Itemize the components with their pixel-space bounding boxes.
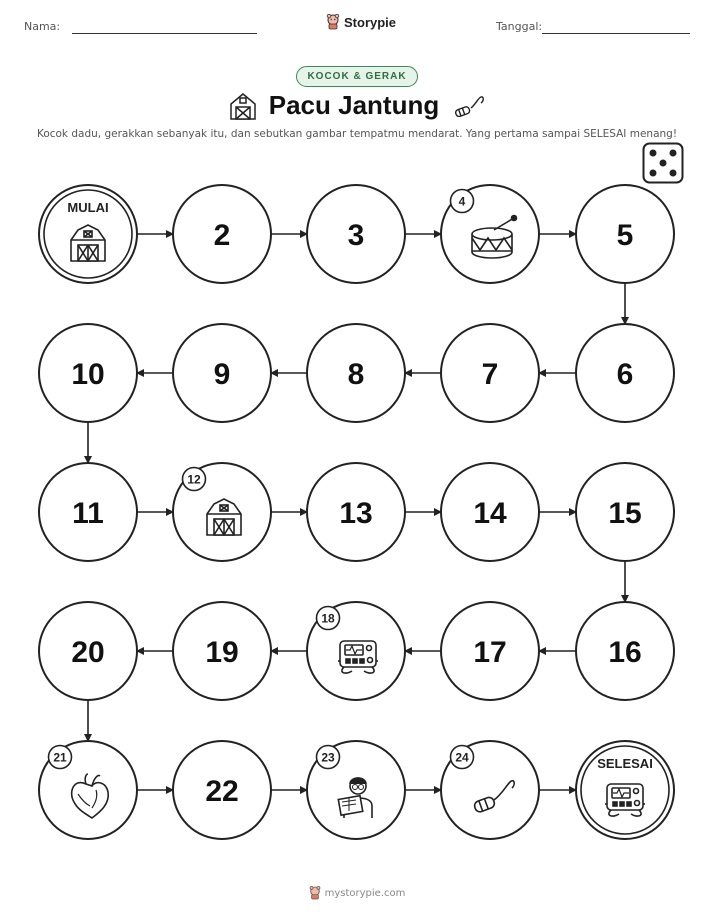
space-label: SELESAI [597,756,653,771]
space-number: 19 [205,636,239,669]
space-number: 4 [458,194,466,209]
board-space[interactable] [441,324,539,422]
board-space[interactable] [173,602,271,700]
space-label: MULAI [67,200,109,215]
space-number: 7 [481,358,499,391]
board-space[interactable] [173,463,271,561]
space-number: 5 [616,219,634,252]
board-space[interactable] [173,741,271,839]
space-number: 23 [321,750,335,765]
space-number: 13 [339,497,373,530]
space-number: 8 [347,358,365,391]
board-space[interactable] [307,185,405,283]
board-space[interactable] [576,602,674,700]
board-space[interactable] [307,602,405,700]
board-space[interactable] [576,463,674,561]
space-number: 15 [608,497,642,530]
space-number: 14 [473,497,507,530]
board-space[interactable] [39,463,137,561]
footer [309,886,406,900]
start-space[interactable] [39,185,137,283]
board-space[interactable] [173,324,271,422]
name-label: Nama: [24,20,61,33]
board-space[interactable] [307,324,405,422]
board-space[interactable] [576,324,674,422]
mascot-icon [309,886,321,900]
board-space[interactable] [39,741,137,839]
space-number: 11 [72,497,104,530]
space-number: 6 [616,358,634,391]
board-space[interactable] [441,602,539,700]
board-space[interactable] [39,324,137,422]
board-space[interactable] [173,185,271,283]
space-number: 9 [213,358,231,391]
brand-name: Storypie [344,14,397,30]
board-space[interactable] [39,602,137,700]
board-space[interactable] [576,185,674,283]
space-number: 21 [53,750,67,765]
space-number: 20 [71,636,105,669]
space-number: 24 [455,750,469,765]
board-space[interactable] [307,463,405,561]
board-space[interactable] [307,741,405,839]
space-number: 22 [205,775,239,808]
space-number: 16 [608,636,642,669]
space-number: 18 [321,611,335,626]
board-space[interactable] [441,463,539,561]
date-label: Tanggal: [496,20,543,33]
footer-url[interactable]: mystorypie.com [324,887,406,899]
finish-space[interactable] [576,741,674,839]
space-number: 17 [473,636,507,669]
space-number: 12 [187,472,201,487]
page-title: Pacu Jantung [268,90,440,120]
space-number: 10 [71,358,105,391]
instructions-text: Kocok dadu, gerakkan sebanyak itu, dan sebutkan gambar tempatmu mendarat. Yang pertama sampai SELESAI menang! [36,128,678,140]
board-space[interactable] [441,185,539,283]
board-space[interactable] [441,741,539,839]
activity-badge: KOCOK & GERAK [296,66,417,87]
space-number: 3 [347,219,365,252]
space-number: 2 [213,219,231,252]
